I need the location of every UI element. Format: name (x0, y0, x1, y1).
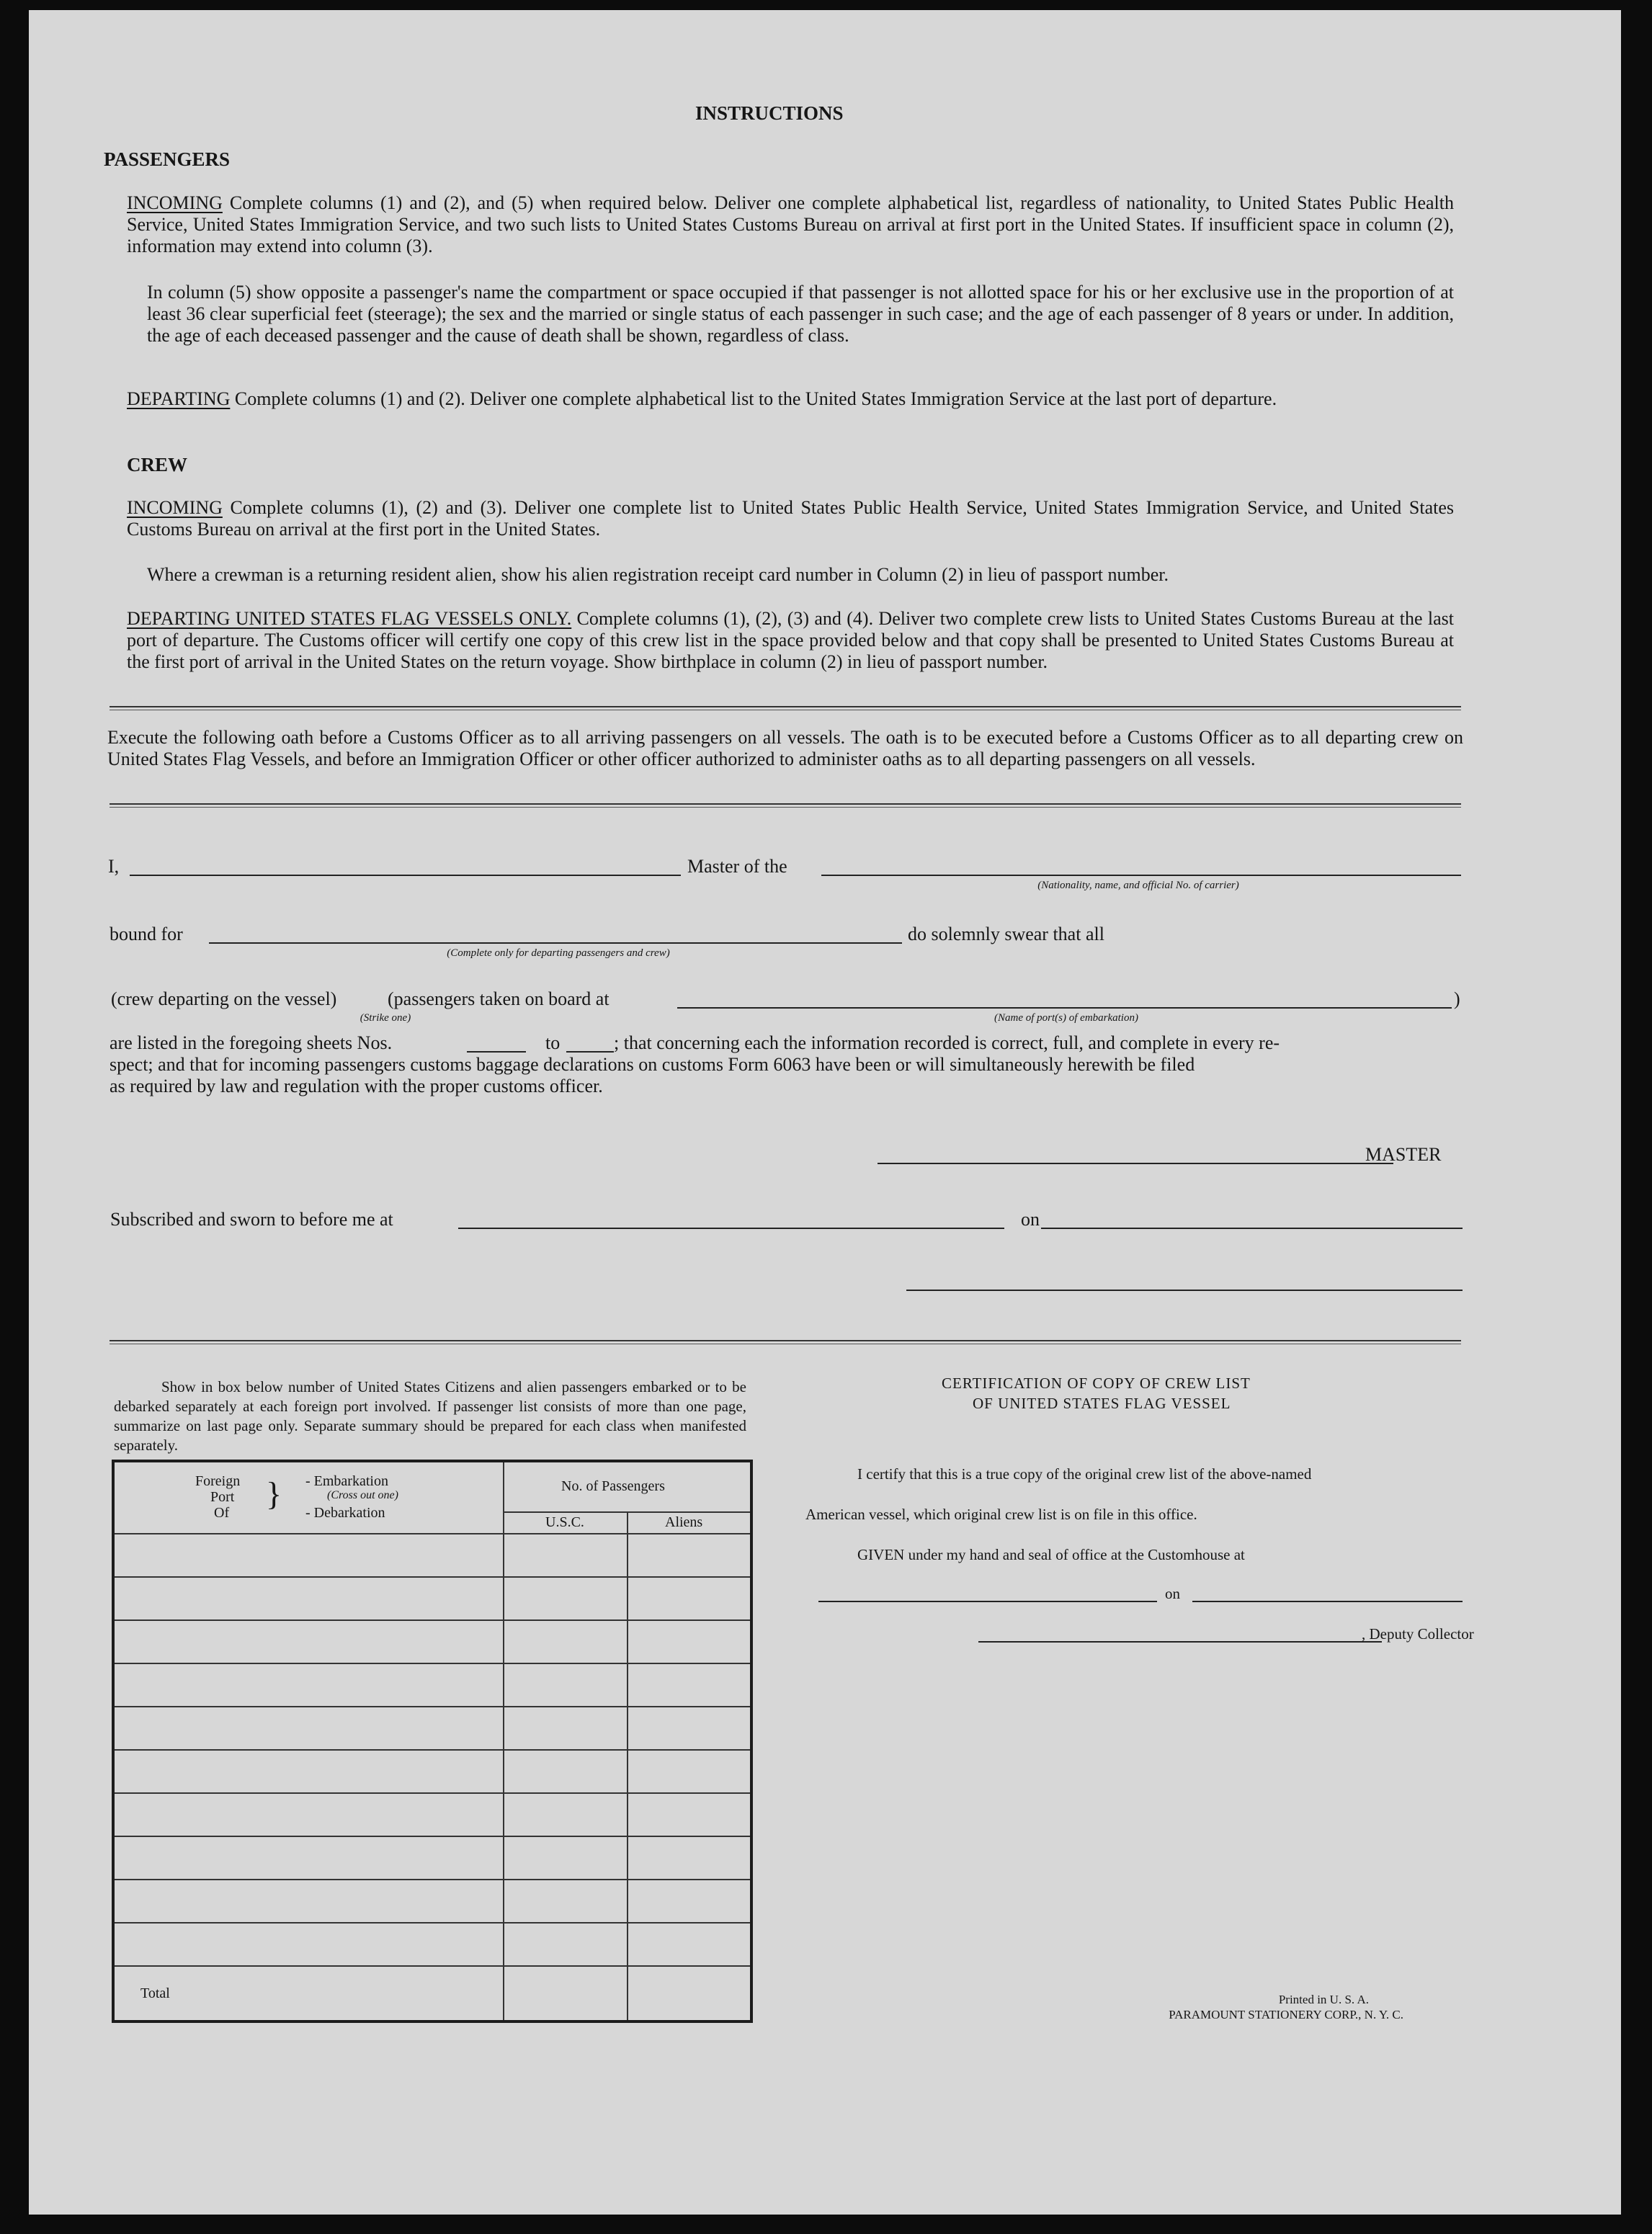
listed-label: are listed in the foregoing sheets Nos. (110, 1032, 393, 1053)
table-row (115, 1879, 750, 1880)
printer-company: PARAMOUNT STATIONERY CORP., N. Y. C. (1169, 2008, 1403, 2021)
table-divider (503, 1511, 750, 1513)
crew-heading: CREW (127, 454, 188, 475)
certify-line1: I certify that this is a true copy of the original crew list of the above-named (857, 1465, 1312, 1483)
passengers-incoming-paragraph (127, 192, 1454, 257)
cert-date-field[interactable] (1192, 1601, 1463, 1602)
of-header: Of (214, 1505, 230, 1521)
oath-instructions-paragraph: Execute the following oath before a Customs Officer as to all arriving passengers on all vessels. The oath is to be executed before a Customs Officer as to all departing crew on United States Flag Vessels, and before an Immigration Officer or other officer authorized to administer oaths as to all departing passengers on all vessels. (107, 727, 1463, 769)
certify-line2: American vessel, which original crew list is on file in this office. (805, 1506, 1197, 1523)
deputy-collector-label: , Deputy Collector (1362, 1625, 1474, 1643)
section-rule (110, 1340, 1461, 1344)
deputy-signature-field[interactable] (978, 1641, 1382, 1643)
port-caption: (Name of port(s) of embarkation) (994, 1012, 1138, 1024)
crew-departing-text: Complete columns (1), (2), (3) and (4). Deliver two complete crew lists to United States Customs Bureau at the last port of departure. The Customs officer will certify one copy of this crew list in the space provided below and that copy shall be presented to United States Customs Bureau at the first port of arrival in the United States on the return voyage. Show birthplace in column (2) in lieu of passport number. (127, 608, 1455, 672)
crew-incoming-paragraph (127, 497, 1454, 540)
table-row (115, 1706, 750, 1707)
crew-incoming-label: INCOMING (127, 497, 223, 518)
crew-departing-option[interactable]: (crew departing on the vessel) (111, 988, 337, 1009)
brace-icon: } (266, 1475, 282, 1512)
oath-i-label: I, (108, 856, 120, 877)
table-row (115, 1965, 750, 1967)
passengers-departing-paragraph (127, 388, 1454, 410)
passengers-incoming-label: INCOMING (127, 192, 223, 213)
resident-alien-paragraph: Where a crewman is a returning resident alien, show his alien registration receipt card number in Column (2) in lieu of passport number. (147, 564, 1169, 585)
table-row (115, 1619, 750, 1621)
column5-paragraph: In column (5) show opposite a passenger's name the compartment or space occupied if that passenger is not allotted space for his or her exclusive use in the proportion of at least 36 clear superficial feet (steerage); the sex and the married or single status of each passenger in such case; and the age of each passenger of 8 years or under. In addition, the age of each deceased passenger and the cause of death shall be shown, regardless of class. (147, 282, 1454, 346)
master-of-label: Master of the (687, 856, 787, 877)
crew-incoming-text: Complete columns (1), (2) and (3). Deliver one complete list to United States Public Health Service, United States Immigration Service, and United States Customs Bureau on arrival at the first port in the United States. (127, 497, 1454, 540)
master-signature-field[interactable] (878, 1163, 1393, 1164)
passengers-incoming-text: Complete columns (1) and (2), and (5) when required below. Deliver one complete alphabetical list, regardless of nationality, to United States Public Health Service, United States Immigration Service, and two such lists to United States Customs Bureau on arrival at first port in the United States. If insufficient space in column (2), information may extend into column (3). (127, 192, 1454, 256)
sworn-on-label: on (1021, 1209, 1040, 1230)
passengers-departing-label: DEPARTING (127, 388, 231, 409)
aliens-header: Aliens (665, 1514, 703, 1530)
master-label: MASTER (1365, 1144, 1442, 1165)
certification-title-line1: CERTIFICATION OF COPY OF CREW LIST (942, 1375, 1251, 1392)
summary-instructions: Show in box below number of United States Citizens and alien passengers embarked or to be debarked separately at each foreign port involved. If passenger list consists of more than one page, summarize on last page only. Separate summary should be prepared for each class when manifested separately. (114, 1378, 746, 1454)
table-divider (627, 1511, 628, 2020)
no-of-passengers-header: No. of Passengers (561, 1478, 665, 1494)
customhouse-field[interactable] (818, 1601, 1157, 1602)
required-text: as required by law and regulation with the proper customs officer. (110, 1076, 603, 1096)
given-line: GIVEN under my hand and seal of office at the Customhouse at (857, 1546, 1245, 1563)
crew-departing-label: DEPARTING UNITED STATES FLAG VESSELS ONLY. (127, 608, 572, 629)
to-label: to (545, 1032, 561, 1053)
table-row (115, 1576, 750, 1578)
port-header: Port (210, 1489, 235, 1505)
passenger-summary-table (112, 1460, 753, 2023)
subscribed-label: Subscribed and sworn to before me at (110, 1209, 393, 1230)
sworn-at-field[interactable] (458, 1228, 1004, 1229)
close-paren: ) (1454, 988, 1460, 1009)
carrier-field[interactable] (821, 875, 1461, 876)
sheet-to-field[interactable] (566, 1051, 614, 1053)
section-rule (110, 706, 1461, 710)
table-row (115, 1922, 750, 1924)
bound-caption: (Complete only for departing passengers and crew) (447, 947, 670, 959)
debarkation-option[interactable]: - Debarkation (305, 1505, 385, 1521)
sheet-from-field[interactable] (467, 1051, 526, 1053)
total-label: Total (140, 1985, 170, 2001)
table-row (115, 1836, 750, 1837)
bound-for-field[interactable] (209, 942, 902, 944)
swear-label: do solemnly swear that all (908, 924, 1104, 944)
spect-text: spect; and that for incoming passengers customs baggage declarations on customs Form 6063 have been or will simultaneously herewith be filed (110, 1054, 1195, 1075)
usc-header: U.S.C. (545, 1514, 584, 1530)
embarkation-port-field[interactable] (677, 1007, 1452, 1009)
foreign-header: Foreign (195, 1473, 241, 1489)
carrier-caption: (Nationality, name, and official No. of carrier) (1037, 880, 1239, 891)
passengers-taken-option[interactable]: (passengers taken on board at (388, 988, 610, 1009)
sworn-date-field[interactable] (1041, 1228, 1463, 1229)
embarkation-option[interactable]: - Embarkation (305, 1473, 388, 1489)
form-page (29, 10, 1621, 2215)
printed-note: Printed in U. S. A. (1278, 1993, 1369, 2006)
crew-departing-paragraph (127, 608, 1454, 673)
master-name-field[interactable] (130, 875, 681, 876)
certification-title-line2: OF UNITED STATES FLAG VESSEL (973, 1395, 1231, 1412)
table-divider (503, 1462, 504, 2020)
officer-signature-field[interactable] (906, 1290, 1463, 1291)
table-row (115, 1533, 750, 1534)
instructions-title: INSTRUCTIONS (695, 102, 844, 124)
table-row (115, 1749, 750, 1751)
passengers-heading: PASSENGERS (104, 148, 231, 170)
table-row (115, 1663, 750, 1664)
passengers-departing-text: Complete columns (1) and (2). Deliver one complete alphabetical list to the United States Immigration Service at the last port of departure. (230, 388, 1277, 409)
listed-rest-text: ; that concerning each the information recorded is correct, full, and complete in every re- (614, 1032, 1280, 1053)
table-row (115, 1792, 750, 1794)
section-rule (110, 803, 1461, 808)
cross-out-note: (Cross out one) (327, 1489, 398, 1501)
strike-caption: (Strike one) (360, 1012, 411, 1024)
cert-on-label: on (1165, 1585, 1180, 1602)
bound-for-label: bound for (110, 924, 183, 944)
faint-stamp-mark (43, 53, 73, 161)
